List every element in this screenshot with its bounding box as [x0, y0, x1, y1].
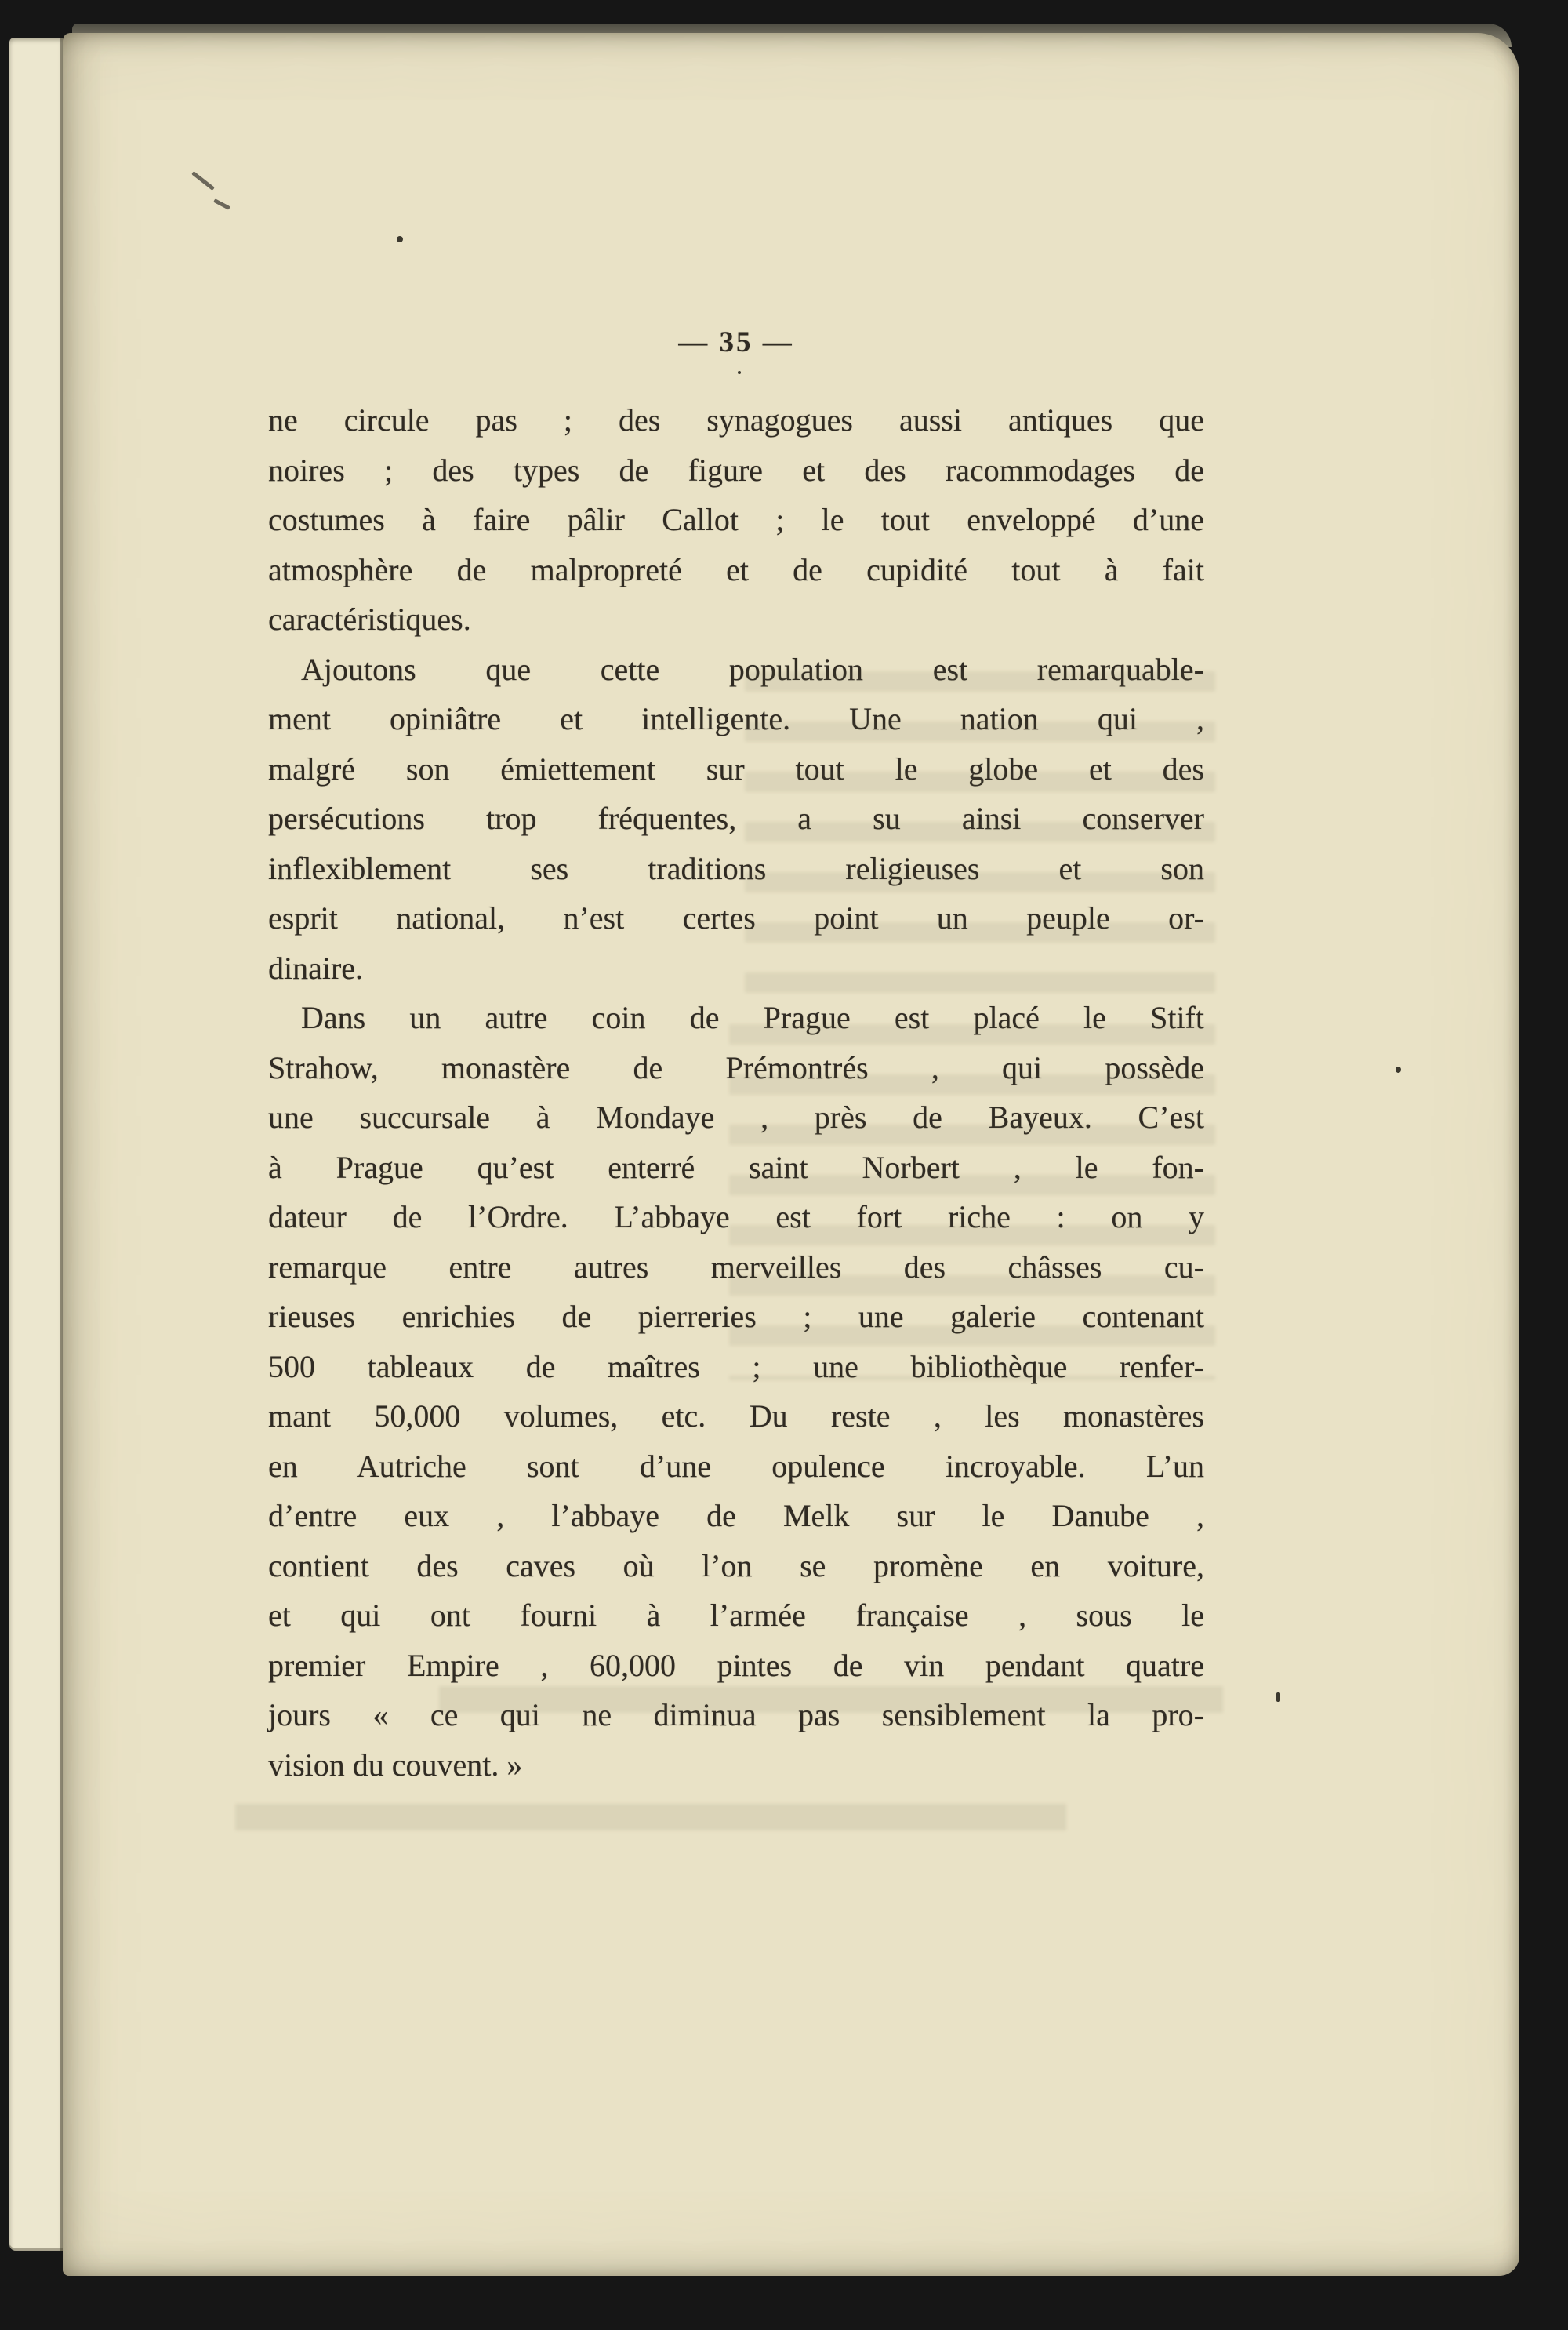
text-line: vision du couvent. » [268, 1747, 523, 1783]
text-line: esprit national, n’est certes point un peuple or- [268, 900, 1204, 936]
text-line: mant 50,000 volumes, etc. Du reste , les monastères [268, 1398, 1204, 1434]
ink-speck [397, 236, 403, 242]
text-line: persécutions trop fréquentes, a su ainsi conserver [268, 801, 1204, 836]
text-line: malgré son émiettement sur tout le globe et des [268, 751, 1204, 787]
text-line: remarque entre autres merveilles des châsses cu- [268, 1249, 1204, 1285]
text-block [268, 325, 1204, 1790]
paragraph [268, 993, 1204, 1790]
text-line: Strahow, monastère de Prémontrés , qui possède [268, 1049, 1204, 1085]
text-line: contient des caves où l’on se promène en voiture, [268, 1547, 1204, 1583]
text-line: atmosphère de malpropreté et de cupidité tout à fait [268, 551, 1204, 587]
text-line: en Autriche sont d’une opulence incroyable. L’un [268, 1448, 1204, 1484]
underlying-page-edge [9, 38, 63, 2251]
text-line: dateur de l’Ordre. L’abbaye est fort riche : on y [268, 1199, 1204, 1234]
text-line: dinaire. [268, 950, 364, 986]
text-line: costumes à faire pâlir Callot ; le tout enveloppé d’une [268, 502, 1204, 537]
paragraph [268, 395, 1204, 645]
book-page [63, 33, 1519, 2276]
ink-speck [1396, 1067, 1401, 1073]
text-line: 500 tableaux de maîtres ; une bibliothèque renfer- [268, 1348, 1204, 1384]
text-line: Dans un autre coin de Prague est placé le Stift [301, 1000, 1204, 1035]
text-line: premier Empire , 60,000 pintes de vin pendant quatre [268, 1647, 1204, 1683]
text-line: une succursale à Mondaye , près de Bayeux. C’est [268, 1100, 1204, 1135]
ink-speck [1276, 1692, 1280, 1702]
text-line: rieuses enrichies de pierreries ; une galerie contenant [268, 1299, 1204, 1334]
text-line: Ajoutons que cette population est remarquable- [301, 651, 1204, 687]
paragraph [268, 645, 1204, 994]
text-line: ne circule pas ; des synagogues aussi antiques que [268, 402, 1204, 438]
text-line: à Prague qu’est enterré saint Norbert , le fon- [268, 1149, 1204, 1185]
text-line: caractéristiques. [268, 602, 471, 637]
ink-speck [738, 371, 741, 374]
text-line: ment opiniâtre et intelligente. Une nation qui , [268, 701, 1204, 736]
text-line: jours « ce qui ne diminua pas sensiblement la pro- [268, 1697, 1204, 1732]
text-line: et qui ont fourni à l’armée française , sous le [268, 1598, 1204, 1633]
page-number: — 35 — [678, 326, 794, 358]
text-line: noires ; des types de figure et des racommodages de [268, 452, 1204, 488]
text-line: d’entre eux , l’abbaye de Melk sur le Danube , [268, 1498, 1204, 1533]
text-line: inflexiblement ses traditions religieuses et son [268, 850, 1204, 886]
paragraph-container [268, 395, 1204, 1790]
